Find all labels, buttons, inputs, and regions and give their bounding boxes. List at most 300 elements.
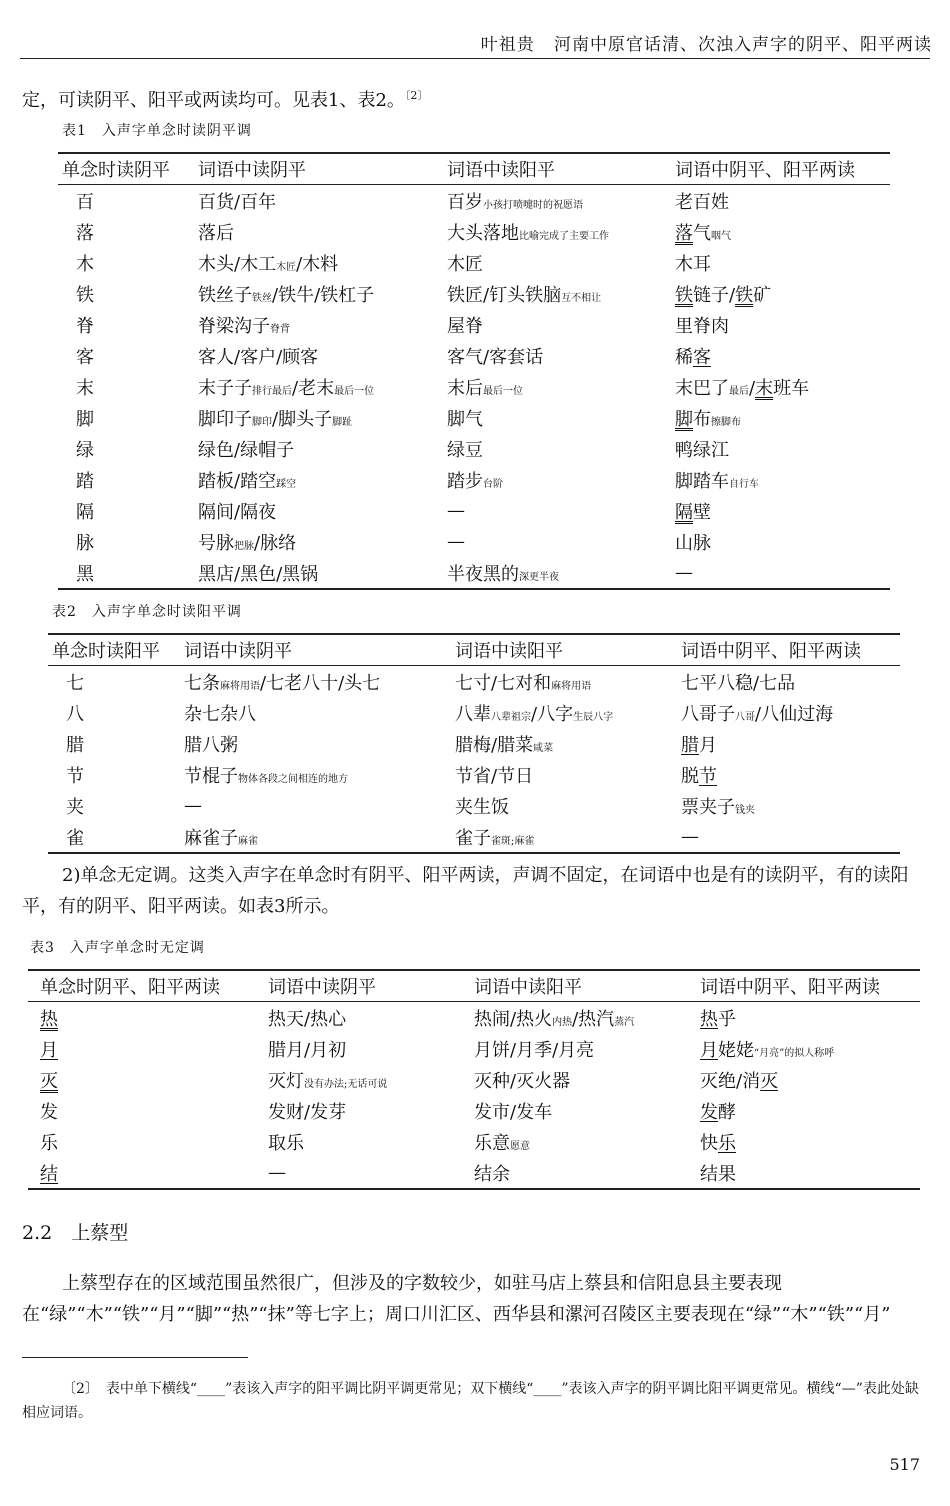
cell-char	[58, 464, 194, 495]
char-text: 七	[66, 672, 84, 694]
char-text: 木	[76, 253, 94, 275]
cell-char	[28, 1095, 264, 1126]
cell-c2	[194, 185, 443, 217]
cell-c3	[451, 790, 677, 821]
cell-text: 节	[699, 765, 717, 787]
cell-c3	[443, 495, 671, 526]
cell-c3	[470, 1002, 696, 1034]
cell-text: 腊	[681, 734, 699, 756]
cell-text: 布	[693, 408, 711, 430]
gloss-note: 小孩打喷嚏时的祝愿语	[483, 199, 583, 211]
gloss-note: 八哥	[735, 711, 755, 723]
cell-text: 腊梅/腊菜	[455, 734, 534, 756]
cell-c2	[264, 1002, 470, 1034]
cell-text: 稀	[675, 346, 693, 368]
table3-caption: 表3 入声字单念时无定调	[30, 940, 205, 956]
cell-text: 百岁	[447, 191, 483, 213]
char-text: 节	[66, 765, 84, 787]
char-text: 热	[40, 1008, 58, 1030]
char-text: 八	[66, 703, 84, 725]
cell-text: —	[184, 795, 202, 816]
cell-c3	[451, 759, 677, 790]
gloss-note: 互不相让	[561, 292, 602, 304]
table-row	[48, 821, 900, 853]
cell-text: 木耳	[675, 253, 711, 275]
cell-text: 快	[700, 1132, 718, 1154]
cell-text: 热闹/热火	[474, 1008, 553, 1030]
cell-text: 大头落地	[447, 222, 519, 244]
cell-c4	[671, 557, 890, 589]
cell-c4	[677, 728, 900, 759]
cell-c2	[180, 759, 451, 790]
cell-char	[58, 557, 194, 589]
table-row	[58, 433, 890, 464]
gloss-note: 咸菜	[533, 742, 554, 754]
gloss-note: 脚印	[252, 416, 272, 428]
cell-text: 夹生饭	[455, 796, 509, 818]
cell-c3	[451, 728, 677, 759]
table-1	[58, 152, 890, 590]
cell-char	[58, 185, 194, 217]
cell-text: 鸭绿江	[675, 439, 729, 461]
cell-text: —	[447, 531, 465, 552]
cell-c2	[194, 433, 443, 464]
cell-text: 班车	[773, 377, 810, 399]
cell-char	[58, 247, 194, 278]
char-text: 铁	[76, 284, 94, 306]
gloss-note: 钱夹	[735, 804, 755, 816]
table1-header-col1: 单念时读阴平	[62, 160, 170, 181]
cell-text: 热	[700, 1008, 718, 1030]
cell-c2	[194, 495, 443, 526]
cell-text: /脉络	[254, 532, 297, 554]
running-header	[481, 30, 932, 55]
gloss-note: 脊背	[270, 323, 290, 335]
cell-char	[28, 1033, 264, 1064]
table-row	[58, 216, 890, 247]
table-row	[58, 278, 890, 309]
cell-c3	[443, 371, 671, 402]
table-row	[58, 371, 890, 402]
cell-char	[48, 728, 180, 759]
citation-ref: 〔2〕	[404, 89, 429, 102]
paragraph-1	[22, 80, 928, 116]
cell-c2	[194, 371, 443, 402]
cell-c3	[451, 666, 677, 698]
cell-char	[48, 821, 180, 853]
cell-char	[58, 216, 194, 247]
cell-c2	[194, 402, 443, 433]
table-row	[28, 1095, 920, 1126]
table1-caption: 表1 入声字单念时读阴平调	[62, 123, 252, 139]
cell-c3	[443, 309, 671, 340]
cell-text: 腊月/月初	[268, 1039, 347, 1061]
cell-c3	[470, 1157, 696, 1189]
cell-text: /八字	[531, 703, 574, 725]
cell-text: —	[447, 500, 465, 521]
cell-text: /脚头子	[272, 408, 333, 430]
header-rule	[20, 58, 930, 59]
cell-text: 木匠	[447, 253, 483, 275]
cell-c3	[470, 1095, 696, 1126]
cell-text: 末子子	[198, 377, 252, 399]
table3-header-row	[28, 970, 920, 1002]
cell-text: 踏步	[447, 470, 483, 492]
cell-text: 灭灯	[268, 1070, 304, 1092]
cell-text: /八仙过海	[755, 703, 834, 725]
cell-c2	[180, 821, 451, 853]
cell-text: 节棍子	[184, 765, 238, 787]
cell-c2	[180, 728, 451, 759]
cell-c4	[696, 1002, 920, 1034]
paragraph-2: 2)单念无定调。这类入声字在单念时有阴平、阳平两读，声调不固定，在词语中也是有的读阴平，有的读阳平，有的阴平、阳平两读。如表3所示。	[22, 865, 909, 917]
cell-c4	[671, 340, 890, 371]
cell-c4	[671, 433, 890, 464]
footnote: 〔2〕 表中单下横线“____”表该入声字的阳平调比阴平调更常见；双下横线“____”表该入声字的阴平调比阳平调更常见。横线“—”表此处缺相应词语。	[22, 1381, 919, 1421]
cell-text: 山脉	[675, 532, 711, 554]
char-text: 灭	[40, 1070, 58, 1092]
paragraph-3: 上蔡型存在的区域范围虽然很广，但涉及的字数较少，如驻马店上蔡县和信阳息县主要表现在“绿”“木”“铁”“月”“脚”“热”“抹”等七字上；周口川汇区、西华县和漯河召陵区主要表现在“绿”“木”“铁”“月”	[22, 1273, 891, 1325]
gloss-note: 麻将用语	[551, 680, 592, 692]
table-row	[58, 340, 890, 371]
footnote-rule	[22, 1357, 248, 1358]
cell-c3	[470, 1033, 696, 1064]
cell-text: 壁	[693, 501, 711, 523]
cell-c2	[194, 216, 443, 247]
table2-header-row	[48, 634, 900, 666]
cell-c4	[671, 495, 890, 526]
table-row	[58, 402, 890, 433]
char-text: 脚	[76, 408, 94, 430]
table2-header-col3: 词语中读阳平	[455, 641, 563, 662]
cell-text: 七条	[184, 672, 220, 694]
char-text: 脊	[76, 315, 94, 337]
table-row	[48, 666, 900, 698]
cell-c2	[264, 1157, 470, 1189]
cell-c2	[180, 666, 451, 698]
gloss-note: 最后	[729, 385, 749, 397]
gloss-note: 把脉	[234, 540, 254, 552]
cell-text: /七老八十/头七	[260, 672, 381, 694]
cell-c3	[443, 402, 671, 433]
cell-text: 灭	[760, 1070, 779, 1092]
cell-text: 雀子	[455, 827, 491, 849]
cell-c4	[671, 216, 890, 247]
cell-text: 黑店/黑色/黑锅	[198, 563, 319, 585]
cell-c4	[696, 1033, 920, 1064]
cell-char	[48, 666, 180, 698]
char-text: 黑	[76, 563, 94, 585]
cell-c2	[180, 697, 451, 728]
table-2	[48, 633, 900, 854]
cell-char	[58, 278, 194, 309]
cell-text: /木料	[296, 253, 339, 275]
table-row	[58, 464, 890, 495]
cell-text: 灭种/灭火器	[474, 1070, 571, 1092]
char-text: 乐	[40, 1132, 58, 1154]
cell-text: 月	[699, 734, 717, 756]
cell-c4	[696, 1095, 920, 1126]
cell-c3	[443, 433, 671, 464]
cell-text: 取乐	[268, 1132, 304, 1154]
cell-text: 落后	[198, 222, 234, 244]
cell-text: —	[681, 826, 699, 847]
table-row	[28, 1033, 920, 1064]
gloss-note: 蒸汽	[614, 1016, 635, 1028]
cell-text: 铁	[735, 284, 754, 306]
cell-c4	[671, 278, 890, 309]
cell-c3	[451, 697, 677, 728]
cell-c3	[443, 185, 671, 217]
cell-c3	[470, 1126, 696, 1157]
cell-text: 乎	[718, 1008, 736, 1030]
cell-text: 杂七杂八	[184, 703, 256, 725]
table3-header-col1: 单念时阴平、阳平两读	[40, 977, 220, 998]
cell-char	[28, 1157, 264, 1189]
cell-c3	[443, 247, 671, 278]
cell-text: 绿豆	[447, 439, 483, 461]
cell-c2	[264, 1033, 470, 1064]
table-row	[28, 1126, 920, 1157]
cell-char	[58, 402, 194, 433]
cell-text: 老百姓	[675, 191, 729, 213]
gloss-note: “月亮”的拟人称呼	[754, 1047, 835, 1059]
char-text: 隔	[76, 501, 94, 523]
gloss-note: 麻雀	[238, 835, 258, 847]
cell-c2	[180, 790, 451, 821]
cell-text: 绿色/绿帽子	[198, 439, 295, 461]
cell-c3	[443, 557, 671, 589]
table-row	[48, 759, 900, 790]
cell-c3	[443, 464, 671, 495]
cell-text: 铁	[675, 284, 693, 306]
gloss-note: 麻将用语	[220, 680, 260, 692]
cell-text: 发财/发芽	[268, 1101, 347, 1123]
char-text: 踏	[76, 470, 94, 492]
cell-c3	[443, 340, 671, 371]
cell-text: 隔	[675, 501, 693, 523]
cell-text: 末后	[447, 377, 483, 399]
cell-text: 八哥子	[681, 703, 735, 725]
gloss-note: 比喻完成了主要工作	[519, 230, 609, 242]
gloss-note: 内热	[552, 1016, 573, 1028]
cell-text: 半夜黑的	[447, 563, 519, 585]
cell-text: 脚	[675, 408, 693, 430]
cell-c4	[671, 371, 890, 402]
cell-text: 脱	[681, 765, 699, 787]
table-row	[58, 185, 890, 217]
gloss-note: 自行车	[729, 478, 759, 490]
gloss-note: 八辈祖宗	[491, 711, 531, 723]
cell-c2	[264, 1126, 470, 1157]
page-number: 517	[889, 1455, 920, 1474]
table-row	[48, 790, 900, 821]
char-text: 客	[76, 346, 94, 368]
cell-c4	[696, 1157, 920, 1189]
table2-caption: 表2 入声字单念时读阳平调	[52, 604, 242, 620]
cell-text: 客	[693, 346, 711, 368]
table-row	[58, 557, 890, 589]
cell-text: 号脉	[198, 532, 234, 554]
gloss-note: 物体各段之间相连的地方	[238, 773, 348, 785]
cell-c4	[696, 1064, 920, 1095]
cell-text: 客气/客套话	[447, 346, 544, 368]
char-text: 夹	[66, 796, 84, 818]
table2-header-col4: 词语中阴平、阳平两读	[681, 641, 861, 662]
cell-c2	[194, 247, 443, 278]
gloss-note: 排行最后	[252, 385, 292, 397]
cell-text: 木头/木工	[198, 253, 277, 275]
cell-c2	[194, 464, 443, 495]
gloss-note: 咽气	[711, 230, 731, 242]
cell-char	[28, 1064, 264, 1095]
gloss-note: 深更半夜	[519, 571, 559, 583]
cell-text: 票夹子	[681, 796, 735, 818]
char-text: 落	[76, 222, 94, 244]
cell-text: 乐意	[474, 1132, 510, 1154]
char-text: 脉	[76, 532, 94, 554]
cell-text: 气	[693, 222, 711, 244]
cell-text: 铁丝子	[198, 284, 252, 306]
gloss-note: 脚趾	[332, 416, 353, 428]
cell-text: 铁匠/钉头铁脑	[447, 284, 562, 306]
cell-text: 七寸/七对和	[455, 672, 552, 694]
header-author: 叶祖贵	[480, 35, 535, 55]
cell-c4	[677, 790, 900, 821]
gloss-note: 愿意	[510, 1140, 530, 1152]
table2-header-col2: 词语中读阴平	[184, 641, 292, 662]
cell-text: 乐	[718, 1132, 736, 1154]
cell-c2	[194, 309, 443, 340]
table-row	[58, 247, 890, 278]
cell-text: 落	[675, 222, 693, 244]
table-row	[58, 309, 890, 340]
cell-text: 节省/节日	[455, 765, 534, 787]
cell-text: 月	[700, 1039, 718, 1061]
cell-text: 热天/热心	[268, 1008, 347, 1030]
cell-text: 脚气	[447, 408, 483, 430]
gloss-note: 铁丝	[252, 292, 272, 304]
table-row	[48, 728, 900, 759]
cell-char	[58, 371, 194, 402]
cell-c3	[470, 1064, 696, 1095]
cell-c4	[677, 821, 900, 853]
cell-text: 八辈	[455, 703, 491, 725]
char-text: 月	[40, 1039, 58, 1061]
table3-header-col4: 词语中阴平、阳平两读	[700, 977, 880, 998]
cell-c3	[443, 216, 671, 247]
table-row	[28, 1064, 920, 1095]
table1-header-col2: 词语中读阴平	[198, 160, 306, 181]
table-row	[58, 495, 890, 526]
cell-text: 脚踏车	[675, 470, 729, 492]
char-text: 末	[76, 377, 94, 399]
char-text: 雀	[66, 827, 84, 849]
gloss-note: 擦脚布	[711, 416, 741, 428]
cell-c4	[677, 666, 900, 698]
gloss-note: 木匠	[276, 261, 297, 273]
section-heading: 2.2 上蔡型	[22, 1222, 129, 1244]
cell-c4	[677, 697, 900, 728]
char-text: 绿	[76, 439, 94, 461]
cell-text: /老末	[292, 377, 335, 399]
cell-text: 七平八稳/七品	[681, 672, 796, 694]
cell-c4	[671, 185, 890, 217]
cell-char	[28, 1002, 264, 1034]
cell-c2	[194, 557, 443, 589]
table3-header-col2: 词语中读阴平	[268, 977, 376, 998]
table-row	[28, 1157, 920, 1189]
table-row	[28, 1002, 920, 1034]
table-row	[58, 526, 890, 557]
cell-char	[58, 495, 194, 526]
table1-header-col4: 词语中阴平、阳平两读	[675, 160, 855, 181]
cell-text: 里脊肉	[675, 315, 729, 337]
gloss-note: 最后一位	[334, 385, 375, 397]
gloss-note: 踩空	[276, 478, 297, 490]
cell-text: 脊梁沟子	[198, 315, 270, 337]
cell-text: 结果	[700, 1163, 736, 1185]
cell-char	[58, 433, 194, 464]
cell-text: 麻雀子	[184, 827, 238, 849]
cell-text: 客人/客户/顾客	[198, 346, 319, 368]
char-text: 百	[76, 191, 94, 213]
cell-c2	[194, 526, 443, 557]
cell-text: 矿	[753, 284, 772, 306]
cell-text: —	[268, 1162, 286, 1183]
gloss-note: 台阶	[483, 478, 503, 490]
cell-c3	[443, 278, 671, 309]
cell-c2	[194, 340, 443, 371]
cell-char	[58, 309, 194, 340]
cell-text: 发市/发车	[474, 1101, 553, 1123]
gloss-note: 雀斑;麻雀	[491, 835, 535, 847]
table-3	[28, 969, 920, 1190]
cell-text: 百货/百年	[198, 191, 277, 213]
cell-text: 末	[755, 377, 774, 399]
cell-text: 踏板/踏空	[198, 470, 277, 492]
cell-char	[58, 340, 194, 371]
gloss-note: 最后一位	[483, 385, 523, 397]
cell-char	[28, 1126, 264, 1157]
cell-text: 链子/	[693, 284, 736, 306]
cell-char	[58, 526, 194, 557]
paragraph-1-text: 定，可读阴平、阳平或两读均可。见表1、表2。	[22, 90, 405, 111]
cell-c4	[671, 247, 890, 278]
char-text: 发	[40, 1101, 58, 1123]
cell-c2	[264, 1064, 470, 1095]
cell-text: 结余	[474, 1163, 510, 1185]
cell-text: 月饼/月季/月亮	[474, 1039, 595, 1061]
table1-header-row	[58, 153, 890, 185]
cell-text: /热汽	[572, 1008, 615, 1030]
cell-text: 姥姥	[718, 1039, 754, 1061]
cell-c3	[443, 526, 671, 557]
cell-text: 酵	[718, 1101, 736, 1123]
cell-c2	[264, 1095, 470, 1126]
cell-text: 腊八粥	[184, 734, 238, 756]
gloss-note: 没有办法;无话可说	[304, 1078, 388, 1090]
cell-text: 发	[700, 1101, 718, 1123]
cell-c2	[194, 278, 443, 309]
gloss-note: 生辰八字	[573, 711, 614, 723]
cell-char	[48, 790, 180, 821]
cell-text: 末巴了	[675, 377, 729, 399]
cell-text: /	[749, 377, 756, 399]
table1-header-col3: 词语中读阳平	[447, 160, 555, 181]
header-title: 河南中原官话清、次浊入声字的阴平、阳平两读	[554, 35, 932, 55]
table-row	[48, 697, 900, 728]
